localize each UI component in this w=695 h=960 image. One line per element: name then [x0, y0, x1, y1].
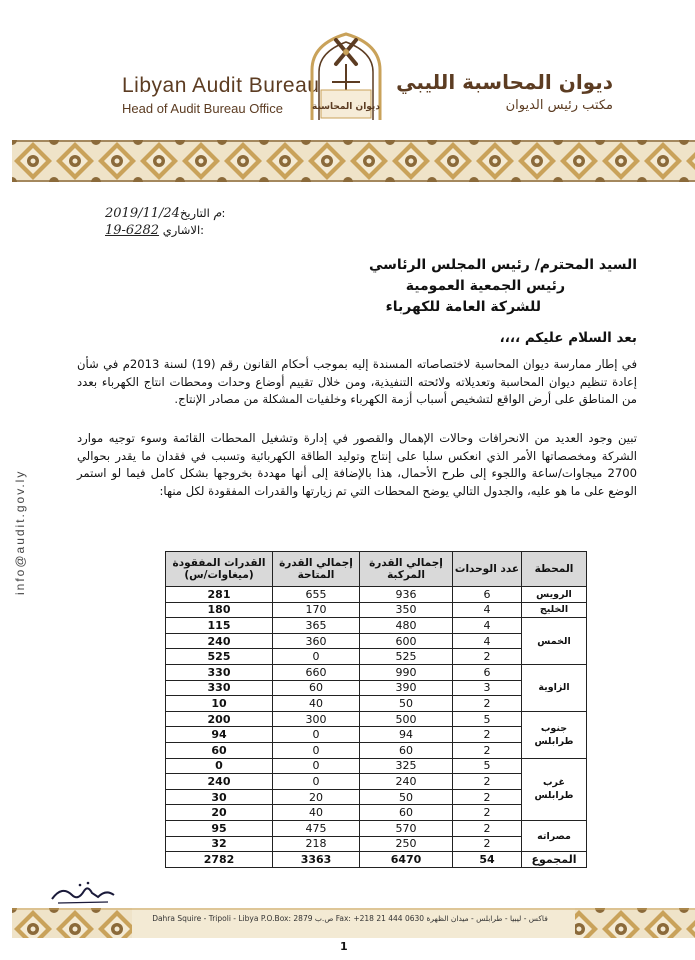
- addressee-line-3: للشركة العامة للكهرباء: [385, 299, 541, 315]
- office-name-ar: مكتب رئيس الديوان: [505, 98, 613, 113]
- cell-units: 4: [453, 618, 522, 634]
- cell-units: 2: [453, 696, 522, 712]
- station-name: الزاوية: [522, 664, 587, 711]
- cell-installed: 480: [360, 618, 453, 634]
- cell-units: 4: [453, 633, 522, 649]
- station-name: الخليج: [522, 602, 587, 618]
- cell-installed: 60: [360, 742, 453, 758]
- cell-lost: 0: [166, 758, 273, 774]
- cell-units: 2: [453, 727, 522, 743]
- table-row: [166, 664, 587, 680]
- cell-available: 660: [273, 664, 360, 680]
- cell-lost: 95: [166, 820, 273, 836]
- cell-available: 360: [273, 633, 360, 649]
- cell-lost: 330: [166, 680, 273, 696]
- table-row: [166, 587, 587, 603]
- cell-units: 2: [453, 649, 522, 665]
- cell-lost: 30: [166, 789, 273, 805]
- table-row: [166, 618, 587, 634]
- cell-installed: 250: [360, 836, 453, 852]
- station-name: الرويس: [522, 587, 587, 603]
- header-lost: القدرات المفقودة (ميغاوات/س): [166, 552, 273, 587]
- cell-lost: 32: [166, 836, 273, 852]
- cell-units: 4: [453, 602, 522, 618]
- station-name: الخمس: [522, 618, 587, 665]
- cell-lost: 200: [166, 711, 273, 727]
- cell-installed: 936: [360, 587, 453, 603]
- cell-available: 0: [273, 649, 360, 665]
- cell-lost: 281: [166, 587, 273, 603]
- addressee-line-2: رئيس الجمعية العمومية: [405, 278, 565, 294]
- stations-table: [165, 551, 587, 868]
- cell-available: 0: [273, 758, 360, 774]
- table-header-row: [166, 552, 587, 587]
- table-row: [166, 602, 587, 618]
- reference-value: 19-6282: [105, 223, 160, 238]
- reference-label: الاشاري:: [162, 223, 205, 237]
- cell-units: 6: [453, 587, 522, 603]
- cell-available: 60: [273, 680, 360, 696]
- cell-available: 0: [273, 727, 360, 743]
- cell-available: 365: [273, 618, 360, 634]
- cell-installed: 50: [360, 789, 453, 805]
- total-lost: 2782: [166, 852, 273, 868]
- header-units: عدد الوحدات: [453, 552, 522, 587]
- cell-lost: 94: [166, 727, 273, 743]
- cell-available: 300: [273, 711, 360, 727]
- cell-available: 170: [273, 602, 360, 618]
- cell-lost: 525: [166, 649, 273, 665]
- reference-row: [105, 222, 225, 239]
- cell-available: 0: [273, 742, 360, 758]
- cell-installed: 240: [360, 774, 453, 790]
- header-english: [122, 74, 319, 116]
- cell-units: 2: [453, 789, 522, 805]
- total-units: 54: [453, 852, 522, 868]
- paragraph-1: في إطار ممارسة ديوان المحاسبة لاختصاصاته المسندة إليه بموجب أحكام القانون رقم (19) لسنة 2013م في شأن إعادة تنظيم ديوان المحاسبة وتعديلاته ولائحته التنفيذية، ومن خلال تقييم أوضاع وحدات ومحطات انتاج الكهرباء بعدد من المناطق على أرض الواقع لتشخيص أسباب أزمة الكهرباء وخلفيات المشكلة من مصادر الإنتاج.: [77, 357, 637, 406]
- cell-installed: 50: [360, 696, 453, 712]
- signature: [48, 877, 118, 907]
- ornamental-border: [12, 140, 695, 182]
- cell-installed: 350: [360, 602, 453, 618]
- cell-installed: 60: [360, 805, 453, 821]
- cell-installed: 500: [360, 711, 453, 727]
- cell-units: 2: [453, 805, 522, 821]
- table-body: [166, 587, 587, 868]
- cell-lost: 180: [166, 602, 273, 618]
- cell-installed: 390: [360, 680, 453, 696]
- cell-lost: 20: [166, 805, 273, 821]
- cell-units: 6: [453, 664, 522, 680]
- audit-bureau-logo: [306, 30, 386, 122]
- office-name-en: Head of Audit Bureau Office: [122, 101, 283, 116]
- cell-units: 2: [453, 820, 522, 836]
- cell-units: 5: [453, 758, 522, 774]
- cell-available: 475: [273, 820, 360, 836]
- cell-lost: 240: [166, 774, 273, 790]
- footer-border: [12, 908, 695, 938]
- date-reference-block: [105, 205, 225, 239]
- page-number: 1: [340, 940, 348, 953]
- table-row: [166, 711, 587, 727]
- cell-available: 40: [273, 805, 360, 821]
- total-installed: 6470: [360, 852, 453, 868]
- date-row: [105, 205, 225, 222]
- org-name-ar: ديوان المحاسبة الليبي: [396, 70, 613, 94]
- cell-lost: 115: [166, 618, 273, 634]
- cell-units: 2: [453, 774, 522, 790]
- cell-available: 655: [273, 587, 360, 603]
- cell-lost: 330: [166, 664, 273, 680]
- cell-units: 3: [453, 680, 522, 696]
- addressee-block: [369, 255, 637, 318]
- cell-lost: 60: [166, 742, 273, 758]
- email-text: info@audit.gov.ly: [13, 469, 27, 595]
- paragraph-2: تبين وجود العديد من الانحرافات وحالات الإهمال والقصور في إدارة وتشغيل المحطات القائمة وسوء توجيه موارد الشركة ومخصصاتها الأمر الذي انعكس سلبا على إنتاج وتوليد الطاقة الكهربائية وتسبب في فقدان ما يقدر بحوالي 2700 ميجاوات/ساعة واللجوء إلى طرح الأحمال، هذا بالإضافة إلى أنها مهددة بخروجها بشكل كامل فيما لو استمر الوضع على ما هو عليه، والجدول التالي يوضح المحطات التي تم زيارتها والقدرات المفقودة لكل منها:: [77, 431, 637, 498]
- cell-installed: 570: [360, 820, 453, 836]
- cell-installed: 325: [360, 758, 453, 774]
- cell-installed: 94: [360, 727, 453, 743]
- total-available: 3363: [273, 852, 360, 868]
- cell-units: 2: [453, 836, 522, 852]
- cell-available: 0: [273, 774, 360, 790]
- addressee-line-1: السيد المحترم/ رئيس المجلس الرئاسي: [369, 257, 637, 273]
- station-name: جنوب طرابلس: [522, 711, 587, 758]
- station-name: غرب طرابلس: [522, 758, 587, 820]
- cell-installed: 600: [360, 633, 453, 649]
- cell-lost: 10: [166, 696, 273, 712]
- cell-available: 40: [273, 696, 360, 712]
- cell-installed: 525: [360, 649, 453, 665]
- header-available: إجمالي القدرة المتاحة: [273, 552, 360, 587]
- date-value: 2019/11/24م: [105, 206, 222, 221]
- table-row: [166, 758, 587, 774]
- footer-address: Dahra Squire - Tripoli - Libya P.O.Box: 2879 ص.ب Fax: +218 21 444 0630 فاكس - ليبيا - طرابلس - ميدان الظهرة: [152, 914, 548, 923]
- sidebar-email: [2, 395, 42, 595]
- table-row: [166, 820, 587, 836]
- logo-text: ديوان المحاسبة: [312, 102, 380, 112]
- station-name: مصراته: [522, 820, 587, 851]
- cell-units: 5: [453, 711, 522, 727]
- org-name-en: Libyan Audit Bureau: [122, 74, 320, 97]
- total-label: المجموع: [522, 852, 587, 868]
- header-station: المحطة: [522, 552, 587, 587]
- cell-units: 2: [453, 742, 522, 758]
- cell-available: 218: [273, 836, 360, 852]
- cell-lost: 240: [166, 633, 273, 649]
- cell-installed: 990: [360, 664, 453, 680]
- date-label: التاريخ:: [179, 206, 226, 220]
- header-installed: إجمالي القدرة المركبة: [360, 552, 453, 587]
- header-arabic: [396, 70, 613, 113]
- cell-available: 20: [273, 789, 360, 805]
- table-total-row: [166, 852, 587, 868]
- greeting: بعد السلام عليكم ،،،،: [499, 330, 637, 346]
